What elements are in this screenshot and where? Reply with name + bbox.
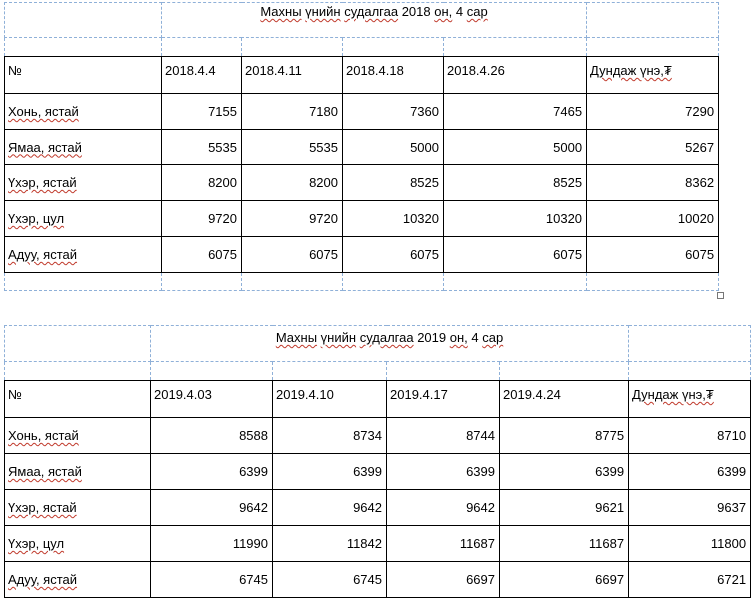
- empty-cell[interactable]: [444, 38, 587, 57]
- table-title-spacer[interactable]: [587, 3, 719, 38]
- value-cell[interactable]: 9642: [273, 490, 387, 526]
- value-cell[interactable]: 5535: [242, 130, 343, 165]
- empty-cell[interactable]: [151, 362, 273, 381]
- empty-cell[interactable]: [162, 273, 242, 291]
- value-cell[interactable]: 7465: [444, 94, 587, 130]
- value-cell[interactable]: 8525: [343, 165, 444, 201]
- row-label-cell[interactable]: Үхэр, ястай: [5, 490, 151, 526]
- value-cell[interactable]: 9642: [151, 490, 273, 526]
- row-label-cell[interactable]: Үхэр, цул: [5, 201, 162, 237]
- value-cell[interactable]: 11990: [151, 526, 273, 562]
- value-cell[interactable]: 5000: [444, 130, 587, 165]
- table-resize-handle[interactable]: [717, 292, 724, 299]
- value-cell[interactable]: 9621: [500, 490, 629, 526]
- value-cell[interactable]: 6399: [273, 454, 387, 490]
- value-cell[interactable]: 6697: [387, 562, 500, 598]
- empty-cell[interactable]: [343, 38, 444, 57]
- value-cell[interactable]: 9720: [242, 201, 343, 237]
- row-label-cell[interactable]: Үхэр, ястай: [5, 165, 162, 201]
- price-table-2019[interactable]: [4, 325, 751, 598]
- header-cell-date[interactable]: 2019.4.03: [151, 381, 273, 418]
- value-cell[interactable]: 6745: [273, 562, 387, 598]
- empty-cell[interactable]: [5, 273, 162, 291]
- header-cell-number[interactable]: №: [5, 57, 162, 94]
- header-cell-number[interactable]: №: [5, 381, 151, 418]
- header-cell-date[interactable]: 2018.4.4: [162, 57, 242, 94]
- value-cell[interactable]: 6075: [444, 237, 587, 273]
- header-cell-date[interactable]: 2019.4.24: [500, 381, 629, 418]
- average-cell[interactable]: 9637: [629, 490, 751, 526]
- value-cell[interactable]: 6075: [242, 237, 343, 273]
- value-cell[interactable]: 8734: [273, 418, 387, 454]
- row-label-cell[interactable]: Хонь, ястай: [5, 94, 162, 130]
- header-cell-average[interactable]: Дундаж үнэ,₮: [587, 57, 719, 94]
- average-cell[interactable]: 6399: [629, 454, 751, 490]
- empty-cell[interactable]: [273, 362, 387, 381]
- value-cell[interactable]: 10320: [343, 201, 444, 237]
- row-label-cell[interactable]: Адуу, ястай: [5, 237, 162, 273]
- value-cell[interactable]: 7180: [242, 94, 343, 130]
- header-cell-average[interactable]: Дундаж үнэ,₮: [629, 381, 751, 418]
- average-cell[interactable]: 11800: [629, 526, 751, 562]
- value-cell[interactable]: 8200: [242, 165, 343, 201]
- header-cell-date[interactable]: 2018.4.11: [242, 57, 343, 94]
- average-cell[interactable]: 5267: [587, 130, 719, 165]
- value-cell[interactable]: 6697: [500, 562, 629, 598]
- empty-cell[interactable]: [242, 38, 343, 57]
- value-cell[interactable]: 9642: [387, 490, 500, 526]
- row-label-cell[interactable]: Хонь, ястай: [5, 418, 151, 454]
- header-cell-date[interactable]: 2019.4.10: [273, 381, 387, 418]
- table-title-spacer[interactable]: [629, 326, 751, 362]
- value-cell[interactable]: 8744: [387, 418, 500, 454]
- value-cell[interactable]: 6745: [151, 562, 273, 598]
- value-cell[interactable]: 6399: [151, 454, 273, 490]
- value-cell[interactable]: 10320: [444, 201, 587, 237]
- average-cell[interactable]: 8362: [587, 165, 719, 201]
- value-cell[interactable]: 6075: [162, 237, 242, 273]
- header-cell-date[interactable]: 2018.4.18: [343, 57, 444, 94]
- row-label-cell[interactable]: Ямаа, ястай: [5, 130, 162, 165]
- average-cell[interactable]: 6075: [587, 237, 719, 273]
- row-label-cell[interactable]: Үхэр, цул: [5, 526, 151, 562]
- value-cell[interactable]: 11687: [500, 526, 629, 562]
- value-cell[interactable]: 9720: [162, 201, 242, 237]
- empty-cell[interactable]: [242, 273, 343, 291]
- value-cell[interactable]: 5535: [162, 130, 242, 165]
- value-cell[interactable]: 6075: [343, 237, 444, 273]
- value-cell[interactable]: 8588: [151, 418, 273, 454]
- value-cell[interactable]: 6399: [387, 454, 500, 490]
- header-cell-date[interactable]: 2019.4.17: [387, 381, 500, 418]
- table-title[interactable]: Махны үнийн судалгаа 2019 он, 4 сар: [151, 326, 629, 362]
- empty-cell[interactable]: [5, 38, 162, 57]
- value-cell[interactable]: 8775: [500, 418, 629, 454]
- value-cell[interactable]: 8525: [444, 165, 587, 201]
- value-cell[interactable]: 5000: [343, 130, 444, 165]
- empty-cell[interactable]: [387, 362, 500, 381]
- value-cell[interactable]: 7360: [343, 94, 444, 130]
- value-cell[interactable]: 6399: [500, 454, 629, 490]
- value-cell[interactable]: 8200: [162, 165, 242, 201]
- average-cell[interactable]: 6721: [629, 562, 751, 598]
- empty-cell[interactable]: [587, 273, 719, 291]
- average-cell[interactable]: 8710: [629, 418, 751, 454]
- empty-cell[interactable]: [629, 362, 751, 381]
- table-title-spacer[interactable]: [5, 3, 162, 38]
- empty-cell[interactable]: [444, 273, 587, 291]
- table-title-spacer[interactable]: [5, 326, 151, 362]
- average-cell[interactable]: 10020: [587, 201, 719, 237]
- empty-cell[interactable]: [500, 362, 629, 381]
- empty-cell[interactable]: [587, 38, 719, 57]
- value-cell[interactable]: 7155: [162, 94, 242, 130]
- empty-cell[interactable]: [343, 273, 444, 291]
- value-cell[interactable]: 11842: [273, 526, 387, 562]
- empty-cell[interactable]: [162, 38, 242, 57]
- row-label-cell[interactable]: Ямаа, ястай: [5, 454, 151, 490]
- empty-cell[interactable]: [5, 362, 151, 381]
- price-table-2018[interactable]: [4, 2, 719, 291]
- header-cell-date[interactable]: 2018.4.26: [444, 57, 587, 94]
- value-cell[interactable]: 11687: [387, 526, 500, 562]
- average-cell[interactable]: 7290: [587, 94, 719, 130]
- row-label-cell[interactable]: Адуу, ястай: [5, 562, 151, 598]
- table-title[interactable]: Махны үнийн судалгаа 2018 он, 4 сар: [162, 3, 587, 38]
